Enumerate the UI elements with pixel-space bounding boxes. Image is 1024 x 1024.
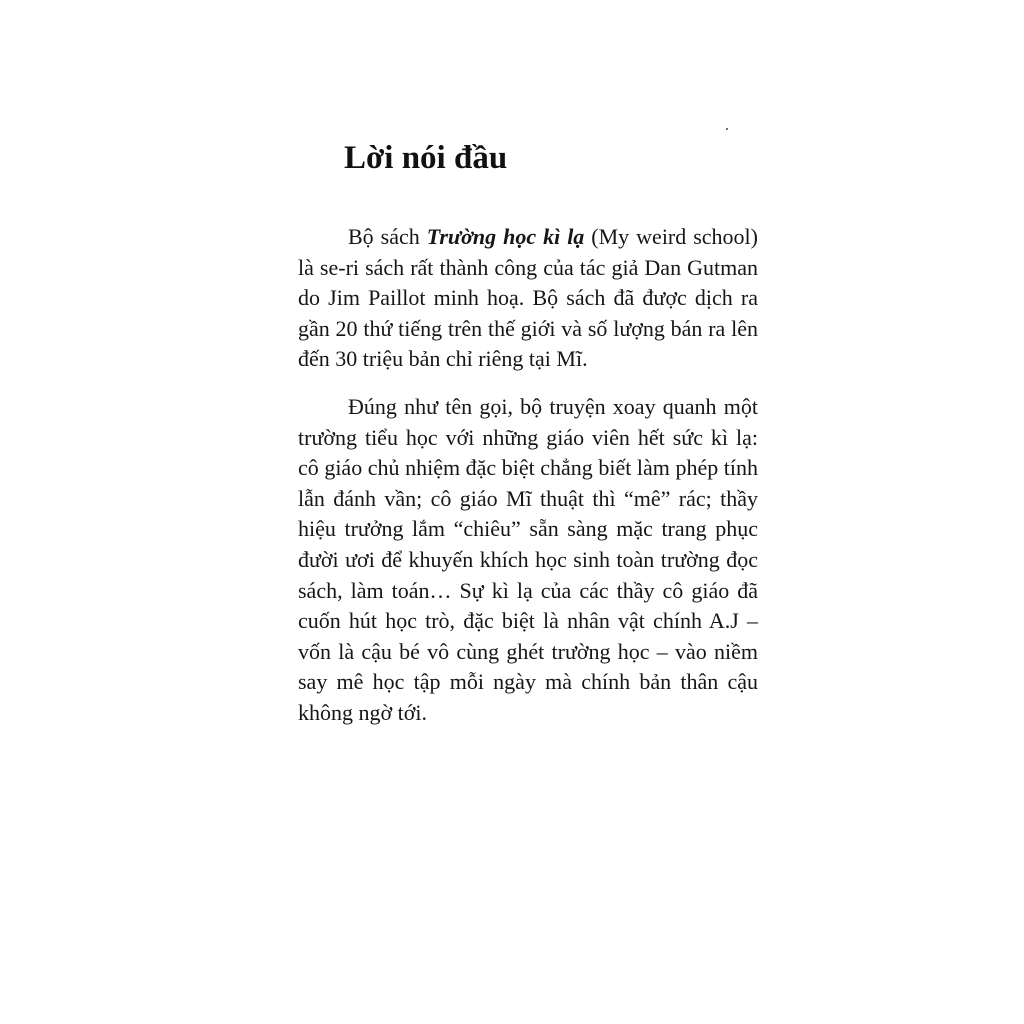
print-speck: [726, 128, 728, 130]
paragraph-intro-rest: (My weird school) là se-ri sách rất thành công của tác giả Dan Gutman do Jim Paillot minh hoạ. Bộ sách đã được dịch ra gần 20 thứ tiếng trên thế giới và số lượng bán ra lên đến 30 triệu bản chỉ riêng tại Mĩ.: [298, 224, 758, 372]
preface-body: [298, 222, 758, 746]
paragraph-description: Đúng như tên gọi, bộ truyện xoay quanh một trường tiểu học với những giáo viên hết sức kì lạ: cô giáo chủ nhiệm đặc biệt chẳng biết làm phép tính lẫn đánh vần; cô giáo Mĩ thuật thì “mê” rác; thầy hiệu trưởng lắm “chiêu” sẵn sàng mặc trang phục đười ươi để khuyến khích học sinh toàn trường đọc sách, làm toán… Sự kì lạ của các thầy cô giáo đã cuốn hút học trò, đặc biệt là nhân vật chính A.J – vốn là cậu bé vô cùng ghét trường học – vào niềm say mê học tập mỗi ngày mà chính bản thân cậu không ngờ tới.: [298, 393, 758, 725]
page-title: Lời nói đầu: [344, 140, 508, 176]
paragraph-intro: [298, 222, 758, 375]
book-title: Trường học kì lạ: [426, 224, 585, 249]
paragraph-intro-lead: Bộ sách: [348, 224, 427, 249]
